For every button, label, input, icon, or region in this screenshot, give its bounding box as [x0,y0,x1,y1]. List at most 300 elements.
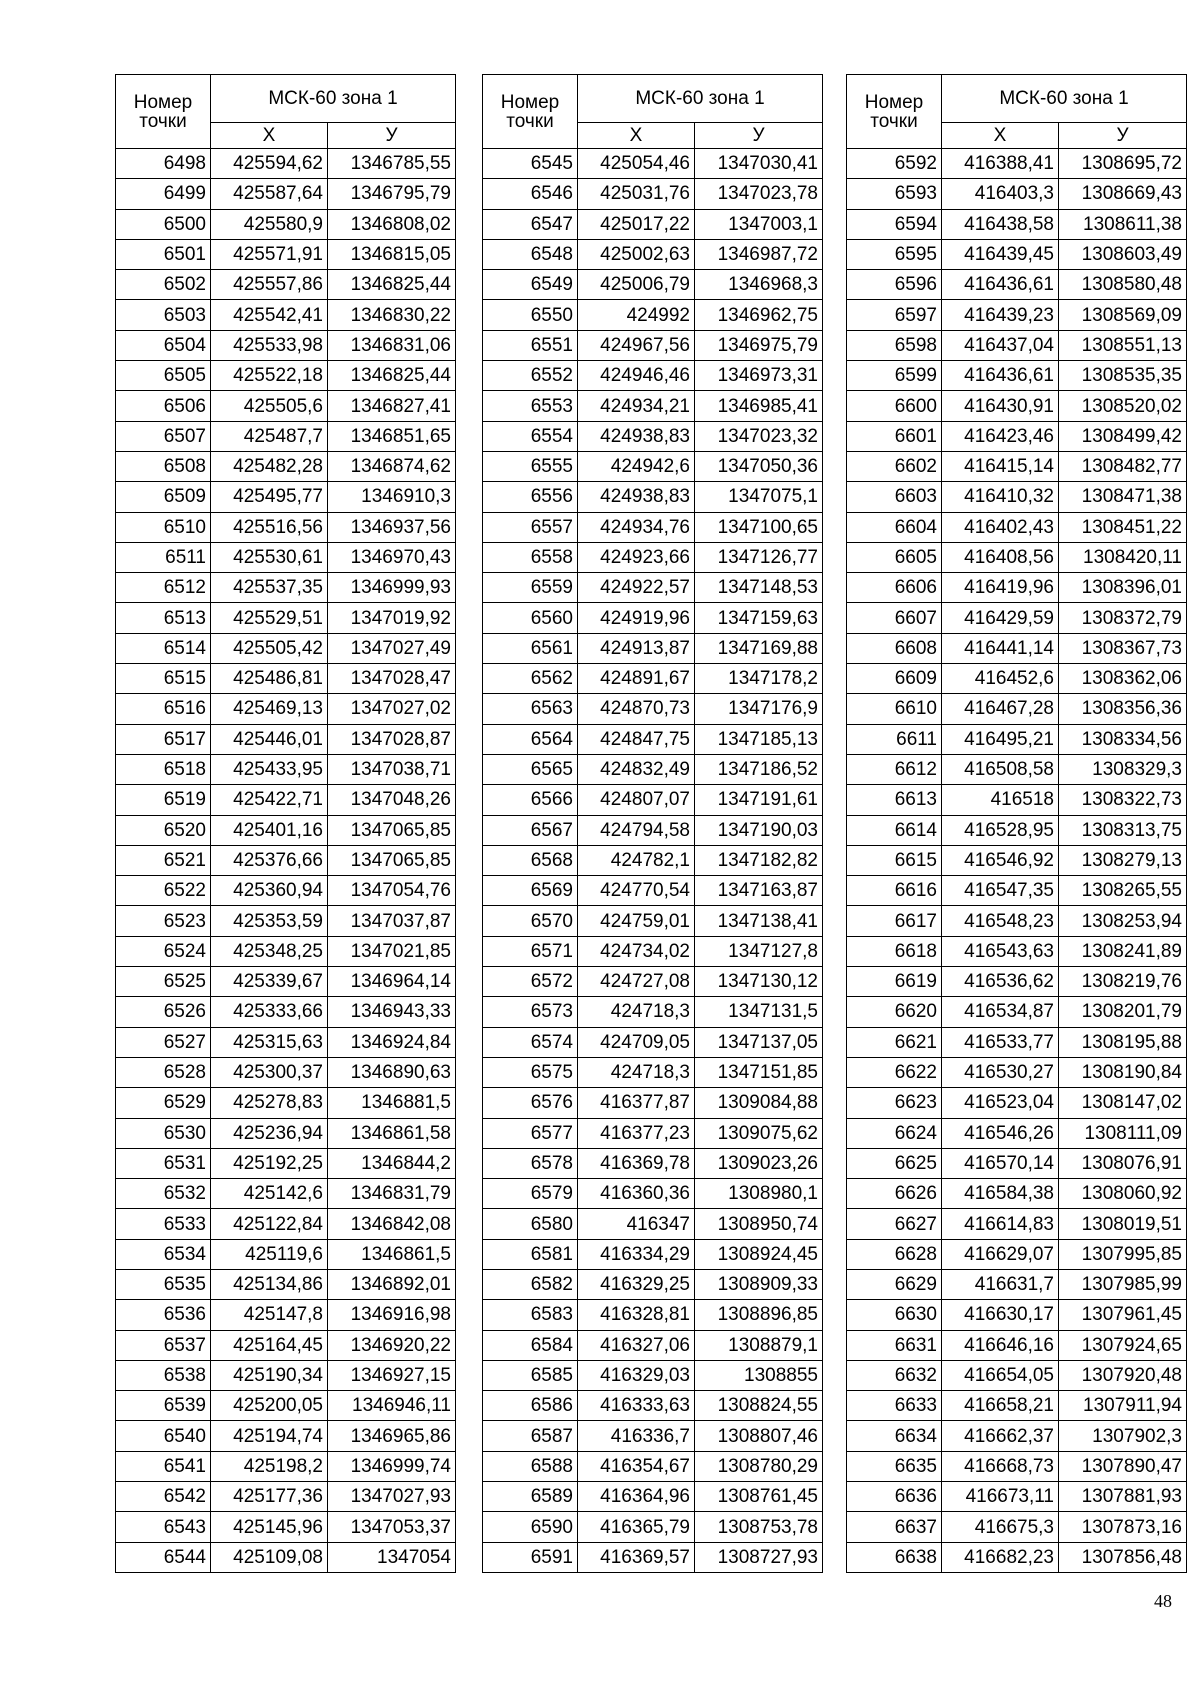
table-row [483,633,823,663]
x-coordinate-cell: 424938,83 [578,482,695,512]
table-row [847,542,1187,572]
y-coordinate-cell: 1308219,76 [1059,967,1187,997]
x-coordinate-cell: 425017,22 [578,209,695,239]
x-coordinate-cell: 416536,62 [942,967,1059,997]
x-coordinate-cell: 425122,84 [211,1209,328,1239]
point-number-cell: 6594 [847,209,942,239]
x-coordinate-cell: 416436,61 [942,361,1059,391]
table-row [116,330,456,360]
y-coordinate-cell: 1307873,16 [1059,1512,1187,1542]
y-coordinate-cell: 1347126,77 [695,542,823,572]
x-coordinate-cell: 416668,73 [942,1451,1059,1481]
point-number-cell: 6584 [483,1330,578,1360]
point-number-header: Номер точки [483,75,578,149]
point-number-cell: 6572 [483,967,578,997]
x-coordinate-cell: 425054,46 [578,149,695,179]
y-coordinate-cell: 1308855 [695,1360,823,1390]
y-coordinate-cell: 1308499,42 [1059,421,1187,451]
y-coordinate-cell: 1308569,09 [1059,300,1187,330]
x-coordinate-cell: 416377,23 [578,1118,695,1148]
table-row [483,1451,823,1481]
point-number-header: Номер точки [847,75,942,149]
table-row [483,967,823,997]
y-coordinate-cell: 1308611,38 [1059,209,1187,239]
x-coordinate-cell: 416423,46 [942,421,1059,451]
y-coordinate-cell: 1347028,47 [328,664,456,694]
table-row [847,270,1187,300]
point-number-cell: 6546 [483,179,578,209]
point-number-cell: 6573 [483,997,578,1027]
table-row [483,209,823,239]
y-coordinate-cell: 1307924,65 [1059,1330,1187,1360]
point-number-cell: 6519 [116,785,211,815]
y-coordinate-cell: 1307995,85 [1059,1239,1187,1269]
x-coordinate-cell: 416654,05 [942,1360,1059,1390]
y-coordinate-cell: 1347127,8 [695,936,823,966]
table-row [483,149,823,179]
y-coordinate-cell: 1346910,3 [328,482,456,512]
table-row [116,1482,456,1512]
table-row [483,1239,823,1269]
table-row [847,754,1187,784]
point-number-cell: 6601 [847,421,942,451]
point-number-cell: 6600 [847,391,942,421]
y-coordinate-cell: 1308420,11 [1059,542,1187,572]
x-coordinate-cell: 425487,7 [211,421,328,451]
y-coordinate-cell: 1308761,45 [695,1482,823,1512]
x-coordinate-cell: 425134,86 [211,1269,328,1299]
table-row [483,1360,823,1390]
table-row [116,1118,456,1148]
y-coordinate-cell: 1347027,93 [328,1482,456,1512]
point-number-cell: 6613 [847,785,942,815]
table-row [483,270,823,300]
x-coordinate-cell: 425533,98 [211,330,328,360]
x-coordinate-cell: 416364,96 [578,1482,695,1512]
x-coordinate-cell: 425469,13 [211,694,328,724]
point-number-cell: 6570 [483,906,578,936]
y-coordinate-cell: 1346815,05 [328,239,456,269]
x-coordinate-cell: 425580,9 [211,209,328,239]
point-number-cell: 6517 [116,724,211,754]
point-number-cell: 6508 [116,451,211,481]
x-coordinate-cell: 416658,21 [942,1391,1059,1421]
table-row [483,451,823,481]
table-row [483,1027,823,1057]
point-number-cell: 6542 [116,1482,211,1512]
y-coordinate-cell: 1347169,88 [695,633,823,663]
x-coordinate-cell: 425516,56 [211,512,328,542]
point-number-cell: 6565 [483,754,578,784]
point-number-cell: 6562 [483,664,578,694]
y-coordinate-cell: 1308076,91 [1059,1148,1187,1178]
x-coordinate-cell: 425376,66 [211,845,328,875]
table-row [847,664,1187,694]
y-coordinate-cell: 1308313,75 [1059,815,1187,845]
y-coordinate-cell: 1346851,65 [328,421,456,451]
y-coordinate-cell: 1346825,44 [328,270,456,300]
coordinates-table-3 [846,74,1187,1573]
table-row [847,1482,1187,1512]
coordinates-table-1 [115,74,456,1573]
y-coordinate-cell: 1346999,93 [328,573,456,603]
x-coordinate-cell: 416543,63 [942,936,1059,966]
point-number-cell: 6505 [116,361,211,391]
point-number-cell: 6576 [483,1088,578,1118]
table-row [483,361,823,391]
x-coordinate-cell: 424794,58 [578,815,695,845]
table-row [483,815,823,845]
table-row [116,270,456,300]
table-row [116,997,456,1027]
x-coordinate-cell: 416430,91 [942,391,1059,421]
point-number-cell: 6609 [847,664,942,694]
x-coordinate-cell: 425192,25 [211,1148,328,1178]
x-coordinate-cell: 424709,05 [578,1027,695,1057]
page-number: 48 [1154,1591,1172,1611]
x-coordinate-cell: 416329,25 [578,1269,695,1299]
table-row [116,1512,456,1542]
y-coordinate-cell: 1308367,73 [1059,633,1187,663]
x-coordinate-cell: 416467,28 [942,694,1059,724]
point-number-cell: 6590 [483,1512,578,1542]
y-header: У [695,123,823,149]
x-coordinate-cell: 425401,16 [211,815,328,845]
point-number-cell: 6605 [847,542,942,572]
x-coordinate-cell: 416675,3 [942,1512,1059,1542]
point-number-cell: 6523 [116,906,211,936]
table-row [116,1542,456,1572]
point-number-cell: 6507 [116,421,211,451]
x-coordinate-cell: 424934,76 [578,512,695,542]
point-number-cell: 6621 [847,1027,942,1057]
point-number-cell: 6503 [116,300,211,330]
point-number-cell: 6498 [116,149,211,179]
y-coordinate-cell: 1308603,49 [1059,239,1187,269]
x-coordinate-cell: 416673,11 [942,1482,1059,1512]
point-number-cell: 6559 [483,573,578,603]
table-row [116,1451,456,1481]
y-coordinate-cell: 1346968,3 [695,270,823,300]
x-coordinate-cell: 425177,36 [211,1482,328,1512]
x-coordinate-cell: 424718,3 [578,997,695,1027]
table-row [483,1482,823,1512]
point-number-cell: 6501 [116,239,211,269]
point-number-cell: 6521 [116,845,211,875]
table-row [847,1088,1187,1118]
table-row [116,209,456,239]
table-row [116,1057,456,1087]
table-row [116,906,456,936]
y-coordinate-cell: 1308695,72 [1059,149,1187,179]
point-number-cell: 6588 [483,1451,578,1481]
point-number-cell: 6564 [483,724,578,754]
point-number-cell: 6529 [116,1088,211,1118]
y-coordinate-cell: 1346975,79 [695,330,823,360]
point-number-cell: 6624 [847,1118,942,1148]
y-coordinate-cell: 1347130,12 [695,967,823,997]
y-coordinate-cell: 1346795,79 [328,179,456,209]
y-coordinate-cell: 1347185,13 [695,724,823,754]
table-row [847,1512,1187,1542]
point-number-cell: 6612 [847,754,942,784]
y-coordinate-cell: 1347138,41 [695,906,823,936]
table-row [483,1209,823,1239]
y-coordinate-cell: 1308362,06 [1059,664,1187,694]
x-coordinate-cell: 416662,37 [942,1421,1059,1451]
y-coordinate-cell: 1308111,09 [1059,1118,1187,1148]
x-coordinate-cell: 416377,87 [578,1088,695,1118]
point-number-cell: 6577 [483,1118,578,1148]
x-coordinate-cell: 416439,45 [942,239,1059,269]
point-number-cell: 6616 [847,876,942,906]
table-row [116,1148,456,1178]
x-coordinate-cell: 416360,36 [578,1179,695,1209]
point-number-cell: 6553 [483,391,578,421]
table-row [116,421,456,451]
y-coordinate-cell: 1346973,31 [695,361,823,391]
y-coordinate-cell: 1346985,41 [695,391,823,421]
y-coordinate-cell: 1308322,73 [1059,785,1187,815]
table-row [847,421,1187,451]
point-number-cell: 6622 [847,1057,942,1087]
table-row [847,149,1187,179]
x-coordinate-cell: 425482,28 [211,451,328,481]
y-coordinate-cell: 1308019,51 [1059,1209,1187,1239]
point-number-cell: 6617 [847,906,942,936]
table-row [116,694,456,724]
y-coordinate-cell: 1347075,1 [695,482,823,512]
y-coordinate-cell: 1347065,85 [328,815,456,845]
x-coordinate-cell: 425557,86 [211,270,328,300]
y-coordinate-cell: 1347050,36 [695,451,823,481]
x-coordinate-cell: 416429,59 [942,603,1059,633]
point-number-cell: 6586 [483,1391,578,1421]
coordinate-system-header: МСК-60 зона 1 [942,75,1187,123]
table-row [116,785,456,815]
table-row [116,512,456,542]
point-number-cell: 6597 [847,300,942,330]
table-row [847,876,1187,906]
point-number-cell: 6582 [483,1269,578,1299]
point-number-cell: 6607 [847,603,942,633]
point-number-cell: 6537 [116,1330,211,1360]
table-row [483,482,823,512]
point-number-header: Номер точки [116,75,211,149]
point-number-cell: 6538 [116,1360,211,1390]
x-coordinate-cell: 416682,23 [942,1542,1059,1572]
point-number-cell: 6626 [847,1179,942,1209]
table-row [483,785,823,815]
y-coordinate-cell: 1346861,58 [328,1118,456,1148]
point-number-cell: 6535 [116,1269,211,1299]
table-row [847,361,1187,391]
point-number-cell: 6531 [116,1148,211,1178]
x-coordinate-cell: 425486,81 [211,664,328,694]
point-number-cell: 6530 [116,1118,211,1148]
x-coordinate-cell: 425119,6 [211,1239,328,1269]
y-coordinate-cell: 1347190,03 [695,815,823,845]
table-row [116,391,456,421]
x-coordinate-cell: 416438,58 [942,209,1059,239]
y-coordinate-cell: 1346890,63 [328,1057,456,1087]
table-row [116,573,456,603]
x-coordinate-cell: 425300,37 [211,1057,328,1087]
point-number-cell: 6637 [847,1512,942,1542]
y-coordinate-cell: 1347028,87 [328,724,456,754]
x-coordinate-cell: 424942,6 [578,451,695,481]
x-coordinate-cell: 425594,62 [211,149,328,179]
y-coordinate-cell: 1347021,85 [328,936,456,966]
table-row [483,876,823,906]
point-number-cell: 6583 [483,1300,578,1330]
table-row [116,1179,456,1209]
x-coordinate-cell: 425433,95 [211,754,328,784]
x-coordinate-cell: 416646,16 [942,1330,1059,1360]
y-coordinate-cell: 1308807,46 [695,1421,823,1451]
table-row [116,149,456,179]
point-number-cell: 6579 [483,1179,578,1209]
point-number-cell: 6611 [847,724,942,754]
table-row [483,694,823,724]
x-coordinate-cell: 416614,83 [942,1209,1059,1239]
x-coordinate-cell: 416528,95 [942,815,1059,845]
x-coordinate-cell: 416329,03 [578,1360,695,1390]
table-row [116,1269,456,1299]
y-coordinate-cell: 1308924,45 [695,1239,823,1269]
x-coordinate-cell: 425164,45 [211,1330,328,1360]
y-coordinate-cell: 1347178,2 [695,664,823,694]
point-number-cell: 6620 [847,997,942,1027]
point-number-cell: 6513 [116,603,211,633]
table-row [847,997,1187,1027]
point-number-cell: 6598 [847,330,942,360]
table-row [847,694,1187,724]
table-row [483,391,823,421]
y-coordinate-cell: 1346825,44 [328,361,456,391]
coordinates-table-2 [482,74,823,1573]
x-coordinate-cell: 416408,56 [942,542,1059,572]
x-coordinate-cell: 416523,04 [942,1088,1059,1118]
point-number-cell: 6615 [847,845,942,875]
point-number-cell: 6555 [483,451,578,481]
table-row [847,1360,1187,1390]
point-number-cell: 6512 [116,573,211,603]
table-row [847,1391,1187,1421]
y-coordinate-cell: 1346785,55 [328,149,456,179]
y-coordinate-cell: 1346808,02 [328,209,456,239]
point-number-cell: 6630 [847,1300,942,1330]
x-coordinate-cell: 416630,17 [942,1300,1059,1330]
x-coordinate-cell: 425147,8 [211,1300,328,1330]
x-coordinate-cell: 424938,83 [578,421,695,451]
x-coordinate-cell: 416369,78 [578,1148,695,1178]
point-number-cell: 6514 [116,633,211,663]
table-row [116,1391,456,1421]
point-number-cell: 6610 [847,694,942,724]
point-number-cell: 6596 [847,270,942,300]
point-number-cell: 6635 [847,1451,942,1481]
table-row [483,997,823,1027]
table-row [116,724,456,754]
y-coordinate-cell: 1307902,3 [1059,1421,1187,1451]
y-coordinate-cell: 1308372,79 [1059,603,1187,633]
x-coordinate-cell: 425571,91 [211,239,328,269]
point-number-cell: 6608 [847,633,942,663]
table-row [116,361,456,391]
y-coordinate-cell: 1347186,52 [695,754,823,784]
x-coordinate-cell: 424946,46 [578,361,695,391]
table-row [483,1300,823,1330]
table-row [483,1088,823,1118]
x-coordinate-cell: 425529,51 [211,603,328,633]
x-coordinate-cell: 425145,96 [211,1512,328,1542]
point-number-cell: 6575 [483,1057,578,1087]
table-row [116,633,456,663]
table-row [483,1330,823,1360]
point-number-cell: 6636 [847,1482,942,1512]
point-number-cell: 6595 [847,239,942,269]
y-coordinate-cell: 1308669,43 [1059,179,1187,209]
table-row [116,1421,456,1451]
table-row [847,967,1187,997]
x-coordinate-cell: 416452,6 [942,664,1059,694]
table-row [483,1421,823,1451]
y-coordinate-cell: 1308201,79 [1059,997,1187,1027]
table-row [116,603,456,633]
x-coordinate-cell: 416415,14 [942,451,1059,481]
table-row [116,1330,456,1360]
point-number-cell: 6534 [116,1239,211,1269]
y-coordinate-cell: 1346916,98 [328,1300,456,1330]
table-row [847,603,1187,633]
x-coordinate-cell: 425198,2 [211,1451,328,1481]
y-coordinate-cell: 1308780,29 [695,1451,823,1481]
coordinate-system-header: МСК-60 зона 1 [578,75,823,123]
table-row [847,179,1187,209]
coordinate-system-header: МСК-60 зона 1 [211,75,456,123]
table-row [116,1027,456,1057]
table-row [116,1239,456,1269]
x-coordinate-cell: 416365,79 [578,1512,695,1542]
table-row [116,1088,456,1118]
x-coordinate-cell: 416402,43 [942,512,1059,542]
point-number-cell: 6634 [847,1421,942,1451]
y-coordinate-cell: 1346874,62 [328,451,456,481]
y-coordinate-cell: 1308253,94 [1059,906,1187,936]
x-coordinate-cell: 416354,67 [578,1451,695,1481]
point-number-cell: 6604 [847,512,942,542]
point-number-cell: 6549 [483,270,578,300]
y-coordinate-cell: 1346999,74 [328,1451,456,1481]
table-row [483,1269,823,1299]
table-row [847,300,1187,330]
x-coordinate-cell: 424870,73 [578,694,695,724]
y-coordinate-cell: 1347148,53 [695,573,823,603]
point-number-cell: 6631 [847,1330,942,1360]
point-number-cell: 6545 [483,149,578,179]
table-row [116,300,456,330]
y-coordinate-cell: 1347191,61 [695,785,823,815]
x-coordinate-cell: 425495,77 [211,482,328,512]
x-header: Х [942,123,1059,149]
table-row [847,239,1187,269]
point-number-cell: 6606 [847,573,942,603]
point-number-cell: 6544 [116,1542,211,1572]
y-coordinate-cell: 1346965,86 [328,1421,456,1451]
point-number-cell: 6568 [483,845,578,875]
x-coordinate-cell: 424847,75 [578,724,695,754]
